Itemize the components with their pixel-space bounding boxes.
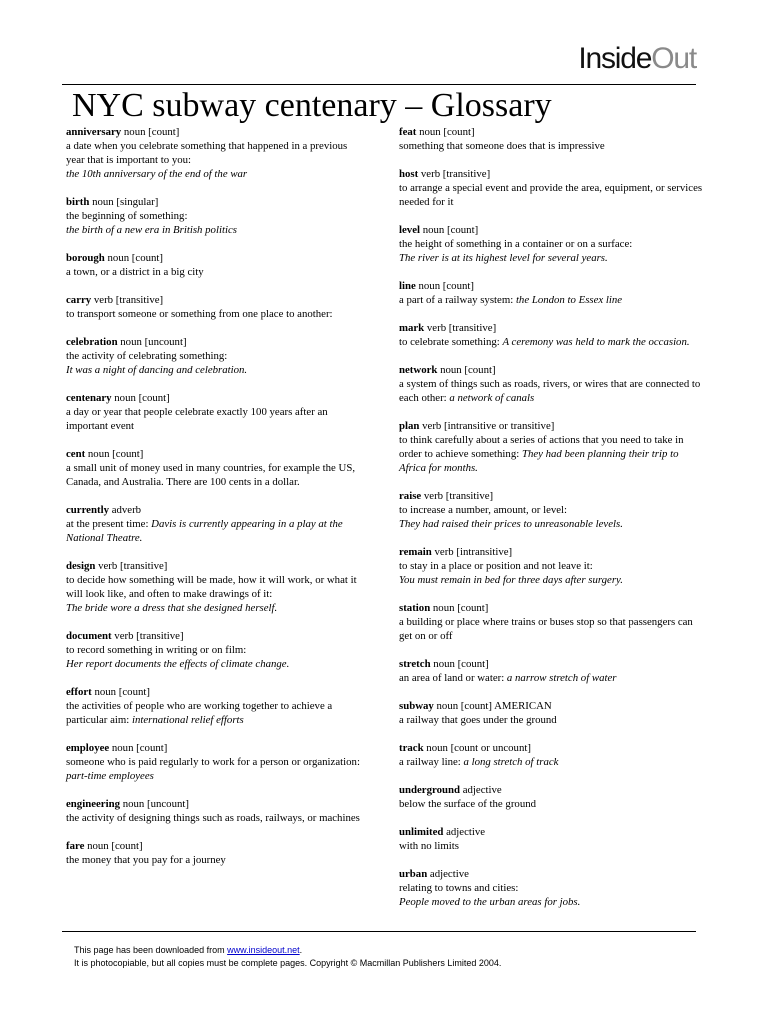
- entry-heading: [399, 321, 705, 335]
- entry-word: centenary: [66, 392, 112, 404]
- footer-line-1: [74, 944, 501, 957]
- footer-link[interactable]: www.insideout.net: [227, 945, 300, 955]
- glossary-entry: [66, 125, 368, 181]
- entry-definition-block: [399, 139, 705, 153]
- entry-part-of-speech: adjective: [462, 784, 502, 796]
- glossary-entry: [66, 391, 368, 433]
- entry-definition: a small unit of money used in many countries, for example the US, Canada, and Australia. There are 100 cents in a dollar.: [66, 462, 356, 488]
- entry-heading: [66, 251, 368, 265]
- entry-definition: the activities of people who are working together to achieve a particular aim:: [66, 700, 333, 726]
- entry-word: underground: [399, 784, 461, 796]
- entry-word: carry: [66, 294, 92, 306]
- entry-definition: a railway line:: [399, 756, 461, 768]
- entry-word: effort: [66, 686, 92, 698]
- entry-part-of-speech: adverb: [111, 504, 142, 516]
- entry-part-of-speech: noun [uncount]: [120, 336, 187, 348]
- entry-word: raise: [399, 490, 422, 502]
- entry-definition-block: [66, 307, 368, 321]
- entry-definition: to think carefully about a series of actions that you need to take in order to achieve something:: [399, 434, 684, 460]
- entry-example: the London to Essex line: [515, 294, 623, 306]
- entry-definition: with no limits: [399, 840, 459, 852]
- glossary-entry: [399, 125, 705, 153]
- entry-part-of-speech: verb [transitive]: [93, 294, 164, 306]
- entry-word: station: [399, 602, 431, 614]
- entry-definition: a day or year that people celebrate exactly 100 years after an important event: [66, 406, 328, 432]
- entry-part-of-speech: noun [count]: [87, 840, 143, 852]
- entry-word: employee: [66, 742, 110, 754]
- entry-word: plan: [399, 420, 420, 432]
- entry-word: host: [399, 168, 419, 180]
- entry-part-of-speech: adjective: [429, 868, 469, 880]
- entry-heading: [399, 867, 705, 881]
- entry-word: fare: [66, 840, 85, 852]
- entry-definition: at the present time:: [66, 518, 149, 530]
- glossary-entry: [66, 293, 368, 321]
- glossary-entry: [66, 251, 368, 279]
- entry-definition: to decide how something will be made, how it will work, or what it will look like, and often to make drawings of it:: [66, 574, 357, 600]
- entry-word: birth: [66, 196, 90, 208]
- entry-word: anniversary: [66, 126, 122, 138]
- entry-definition-block: [399, 839, 705, 853]
- entry-example: part-time employees: [66, 770, 154, 782]
- entry-word: document: [66, 630, 112, 642]
- glossary-entry: [399, 601, 705, 643]
- entry-heading: [399, 489, 705, 503]
- entry-word: currently: [66, 504, 109, 516]
- entry-definition-block: [66, 209, 368, 223]
- entry-definition-block: [399, 237, 705, 251]
- entry-definition: a date when you celebrate something that happened in a previous year that is important to you:: [66, 140, 348, 166]
- glossary-entry: [66, 685, 368, 727]
- glossary-entry: [399, 223, 705, 265]
- entry-definition: to arrange a special event and provide the area, equipment, or services needed for it: [399, 182, 703, 208]
- entry-part-of-speech: verb [intransitive]: [434, 546, 513, 558]
- entry-example: You must remain in bed for three days after surgery.: [399, 574, 623, 586]
- entry-word: mark: [399, 322, 425, 334]
- glossary-entry: [399, 657, 705, 685]
- entry-example: the birth of a new era in British politics: [66, 224, 237, 236]
- entry-definition-block: [66, 853, 368, 867]
- entry-part-of-speech: noun [count]: [87, 448, 144, 460]
- footer-line-2: It is photocopiable, but all copies must be complete pages. Copyright © Macmillan Publishers Limited 2004.: [74, 957, 502, 968]
- entry-part-of-speech: noun [count]: [107, 252, 163, 264]
- glossary-column-right: [399, 125, 705, 923]
- entry-word: design: [66, 560, 96, 572]
- entry-part-of-speech: verb [transitive]: [114, 630, 184, 642]
- entry-example: Her report documents the effects of climate change.: [66, 658, 290, 670]
- entry-word: unlimited: [399, 826, 444, 838]
- entry-part-of-speech: adjective: [446, 826, 486, 838]
- entry-definition: to celebrate something:: [399, 336, 500, 348]
- entry-word: celebration: [66, 336, 118, 348]
- entry-part-of-speech: noun [count]: [111, 742, 168, 754]
- entry-example: The river is at its highest level for several years.: [399, 252, 608, 264]
- entry-part-of-speech: noun [uncount]: [122, 798, 189, 810]
- glossary-entry: [399, 419, 705, 475]
- entry-word: track: [399, 742, 424, 754]
- entry-definition-block: [66, 265, 368, 279]
- entry-definition-block: [399, 559, 705, 573]
- entry-definition-block: [66, 699, 368, 727]
- entry-part-of-speech: noun [count]: [123, 126, 180, 138]
- entry-part-of-speech: verb [intransitive or transitive]: [422, 420, 555, 432]
- entry-definition: the beginning of something:: [66, 210, 188, 222]
- glossary-entry: [66, 503, 368, 545]
- entry-word: network: [399, 364, 438, 376]
- entry-definition: an area of land or water:: [399, 672, 505, 684]
- glossary-entry: [399, 167, 705, 209]
- entry-part-of-speech: noun [count]: [422, 224, 479, 236]
- entry-example: It was a night of dancing and celebration.: [66, 364, 248, 376]
- entry-definition-block: [399, 671, 705, 685]
- entry-definition-block: [399, 293, 705, 307]
- entry-heading: [399, 363, 705, 377]
- glossary-entry: [66, 629, 368, 671]
- entry-example: Davis is currently appearing in a play at the National Theatre.: [66, 518, 343, 544]
- entry-definition-block: [66, 461, 368, 489]
- entry-definition-block: [399, 755, 705, 769]
- entry-definition-block: [399, 797, 705, 811]
- entry-heading: [66, 839, 368, 853]
- entry-heading: [399, 699, 705, 713]
- glossary-entry: [399, 699, 705, 727]
- entry-definition: relating to towns and cities:: [399, 882, 519, 894]
- entry-heading: [399, 167, 705, 181]
- glossary-entry: [399, 321, 705, 349]
- glossary-entry: [66, 335, 368, 377]
- entry-definition-block: [66, 643, 368, 657]
- entry-example: a narrow stretch of water: [506, 672, 617, 684]
- entry-heading: [399, 657, 705, 671]
- entry-definition: a building or place where trains or buses stop so that passengers can get on or off: [399, 616, 693, 642]
- entry-word: remain: [399, 546, 432, 558]
- entry-heading: [66, 195, 368, 209]
- entry-part-of-speech: verb [transitive]: [426, 322, 497, 334]
- brand-logo-part2: Out: [651, 42, 696, 75]
- glossary-entry: [66, 839, 368, 867]
- entry-word: cent: [66, 448, 86, 460]
- entry-word: engineering: [66, 798, 120, 810]
- entry-definition-block: [399, 335, 705, 349]
- glossary-entry: [399, 545, 705, 587]
- entry-definition-block: [66, 405, 368, 433]
- entry-heading: [399, 125, 705, 139]
- entry-word: line: [399, 280, 416, 292]
- glossary-entry: [66, 195, 368, 237]
- entry-definition: to increase a number, amount, or level:: [399, 504, 568, 516]
- entry-part-of-speech: noun [count]: [114, 392, 170, 404]
- entry-heading: [66, 293, 368, 307]
- entry-definition-block: [66, 573, 368, 601]
- entry-definition: to stay in a place or position and not leave it:: [399, 560, 593, 572]
- entry-definition-block: [399, 377, 705, 405]
- entry-part-of-speech: verb [transitive]: [98, 560, 168, 572]
- brand-logo-part1: Inside: [578, 42, 652, 75]
- entry-definition: below the surface of the ground: [399, 798, 537, 810]
- entry-definition: to transport someone or something from one place to another:: [66, 308, 333, 320]
- entry-part-of-speech: noun [count]: [432, 602, 489, 614]
- entry-part-of-speech: verb [transitive]: [420, 168, 491, 180]
- entry-heading: [399, 601, 705, 615]
- glossary-entry: [66, 741, 368, 783]
- glossary-entry: [399, 867, 705, 909]
- entry-part-of-speech: noun [count]: [440, 364, 496, 376]
- entry-definition-block: [399, 181, 705, 209]
- entry-part-of-speech: noun [count]: [418, 280, 474, 292]
- entry-definition: a part of a railway system:: [399, 294, 514, 306]
- entry-definition-block: [66, 349, 368, 363]
- entry-heading: [66, 685, 368, 699]
- entry-heading: [66, 797, 368, 811]
- entry-heading: [66, 447, 368, 461]
- entry-definition: the money that you pay for a journey: [66, 854, 226, 866]
- entry-definition-block: [399, 503, 705, 517]
- entry-heading: [66, 391, 368, 405]
- entry-heading: [66, 741, 368, 755]
- entry-example: People moved to the urban areas for jobs.: [399, 896, 581, 908]
- footer-divider: [62, 931, 696, 932]
- entry-example: The bride wore a dress that she designed herself.: [66, 602, 278, 614]
- entry-heading: [66, 559, 368, 573]
- entry-example: international relief efforts: [131, 714, 244, 726]
- entry-example: a network of canals: [449, 392, 535, 404]
- entry-word: level: [399, 224, 420, 236]
- entry-heading: [399, 783, 705, 797]
- page-title: NYC subway centenary – Glossary: [72, 87, 552, 124]
- entry-definition: the height of something in a container or on a surface:: [399, 238, 633, 250]
- brand-logo: [578, 44, 696, 74]
- entry-definition-block: [399, 713, 705, 727]
- glossary-entry: [399, 825, 705, 853]
- entry-word: urban: [399, 868, 428, 880]
- footer: [74, 944, 501, 969]
- glossary-entry: [399, 741, 705, 769]
- glossary-entry: [66, 559, 368, 615]
- entry-definition: a town, or a district in a big city: [66, 266, 204, 278]
- entry-part-of-speech: noun [singular]: [92, 196, 159, 208]
- entry-part-of-speech: noun [count] AMERICAN: [436, 700, 552, 712]
- entry-example: A ceremony was held to mark the occasion.: [502, 336, 690, 348]
- entry-definition: someone who is paid regularly to work for a person or organization:: [66, 756, 360, 768]
- entry-heading: [66, 629, 368, 643]
- entry-heading: [399, 545, 705, 559]
- entry-example: the 10th anniversary of the end of the war: [66, 168, 248, 180]
- glossary-entry: [399, 279, 705, 307]
- entry-heading: [399, 741, 705, 755]
- entry-definition: a system of things such as roads, rivers, or wires that are connected to each other:: [399, 378, 701, 404]
- entry-heading: [66, 503, 368, 517]
- entry-word: stretch: [399, 658, 431, 670]
- entry-definition-block: [66, 139, 368, 167]
- footer-prefix: This page has been downloaded from: [74, 945, 228, 955]
- entry-example: a long stretch of track: [463, 756, 559, 768]
- entry-word: borough: [66, 252, 105, 264]
- entry-word: subway: [399, 700, 434, 712]
- entry-word: feat: [399, 126, 417, 138]
- entry-definition: to record something in writing or on film:: [66, 644, 247, 656]
- entry-part-of-speech: noun [count]: [94, 686, 150, 698]
- glossary-column-left: [66, 125, 368, 881]
- glossary-entry: [66, 797, 368, 825]
- entry-heading: [399, 419, 705, 433]
- entry-definition-block: [66, 755, 368, 783]
- glossary-entry: [66, 447, 368, 489]
- glossary-entry: [399, 489, 705, 531]
- entry-part-of-speech: noun [count or uncount]: [426, 742, 531, 754]
- glossary-entry: [399, 363, 705, 405]
- entry-heading: [66, 125, 368, 139]
- header-divider: [62, 84, 696, 85]
- entry-heading: [399, 223, 705, 237]
- entry-part-of-speech: noun [count]: [433, 658, 489, 670]
- entry-example: They had raised their prices to unreasonable levels.: [399, 518, 623, 530]
- entry-definition-block: [399, 881, 705, 895]
- entry-definition: a railway that goes under the ground: [399, 714, 557, 726]
- entry-part-of-speech: verb [transitive]: [423, 490, 494, 502]
- entry-part-of-speech: noun [count]: [419, 126, 475, 138]
- entry-definition: the activity of designing things such as roads, railways, or machines: [66, 812, 360, 824]
- entry-definition-block: [66, 517, 368, 545]
- footer-suffix: .: [299, 945, 303, 955]
- entry-definition-block: [399, 433, 705, 475]
- entry-heading: [66, 335, 368, 349]
- entry-definition: the activity of celebrating something:: [66, 350, 228, 362]
- entry-example: They had been planning their trip to Africa for months.: [399, 448, 679, 474]
- entry-definition-block: [66, 811, 368, 825]
- entry-definition: something that someone does that is impressive: [399, 140, 605, 152]
- entry-definition-block: [399, 615, 705, 643]
- glossary-entry: [399, 783, 705, 811]
- entry-heading: [399, 279, 705, 293]
- entry-heading: [399, 825, 705, 839]
